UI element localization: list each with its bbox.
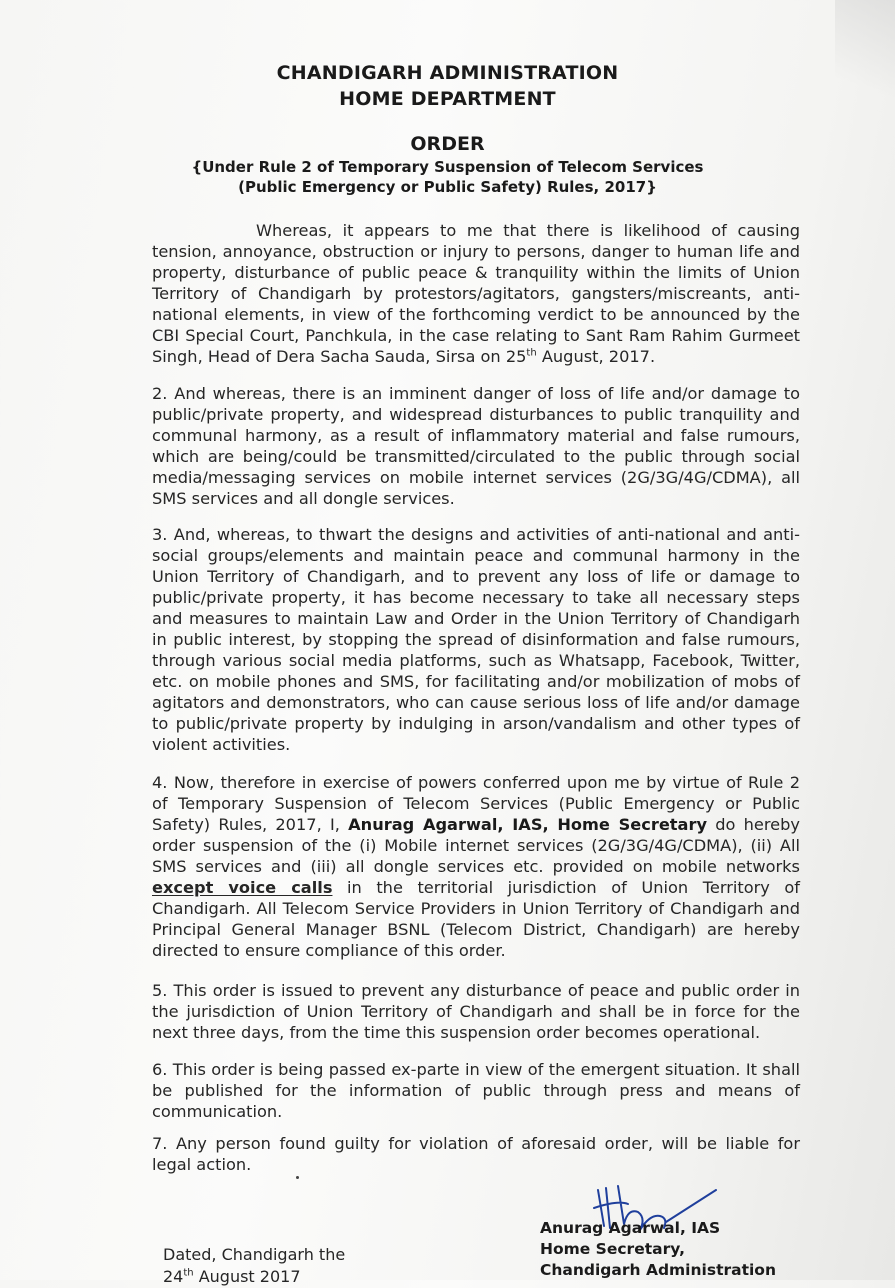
signatory-name: Anurag Agarwal, IAS — [540, 1219, 721, 1237]
order-rule-line-2: (Public Emergency or Public Safety) Rules, 2017} — [238, 178, 657, 196]
paragraph-5: 5. This order is issued to prevent any disturbance of peace and public order in the jurisdiction of Union Territory of Chandigarh and shall be in force for the next three days, from the time this suspension order becomes operational. — [152, 981, 800, 1042]
paragraph-7: 7. Any person found guilty for violation of aforesaid order, will be liable for legal action. — [152, 1134, 800, 1174]
order-rule-line-1: {Under Rule 2 of Temporary Suspension of Telecom Services — [191, 158, 704, 176]
p4-officer-name: Anurag Agarwal, IAS, Home Secretary — [348, 815, 707, 834]
ink-dot — [296, 1176, 299, 1179]
date-block — [163, 1244, 345, 1288]
dated-place: Dated, Chandigarh the — [163, 1245, 346, 1264]
department-heading: CHANDIGARH ADMINISTRATION — [276, 62, 619, 84]
intro-text: Whereas, it appears to me that there is likelihood of causing tension, annoyance, obstruction or injury to persons, danger to human life and property, disturbance of public peace & tranquility within the limits of Union Territory of Chandigarh by protestors/agitators, gangsters/miscreants, anti-national elements, in view of the forthcoming verdict to be announced by the CBI Special Court, Panchkula, in the case relating to Sant Ram Rahim Gurmeet Singh, Head of Dera Sacha Sauda, Sirsa on 25 — [152, 221, 800, 366]
paragraph-2: 2. And whereas, there is an imminent danger of loss of life and/or damage to public/private property, and widespread disturbances to public tranquility and communal harmony, as a result of inflammatory material and false rumours, which are being/could be transmitted/circulated to the public through social media/messaging services on mobile internet services (2G/3G/4G/CDMA), all SMS services and all dongle services. — [152, 384, 800, 508]
dated-day: 24 — [163, 1267, 184, 1286]
intro-superscript: th — [526, 347, 537, 359]
paragraph-3: 3. And, whereas, to thwart the designs and activities of anti-national and anti-social groups/elements and maintain peace and communal harmony in the Union Territory of Chandigarh, and to prevent any loss of life or damage to public/private property, it has become necessary to take all necessary steps and measures to maintain Law and Order in the Union Territory of Chandigarh in public interest, by stopping the spread of disinformation and false rumours, through various social media platforms, such as Whatsapp, Facebook, Twitter, etc. on mobile phones and SMS, for facilitating and/or mobilization of mobs of agitators and demonstrators, who can cause serious loss of life and/or damage to public/private property by indulging in arson/vandalism and other types of violent activities. — [152, 525, 800, 754]
signatory-block — [540, 1218, 776, 1281]
p4-text-c: in the territorial jurisdiction of Union Territory of Chandigarh. All Telecom Service Providers in Union Territory of Chandigarh and Principal General Manager BSNL (Telecom District, Chandigarh) are hereby directed to ensure compliance of this order. — [152, 878, 800, 960]
signatory-organization: Chandigarh Administration — [540, 1261, 776, 1279]
dated-date — [163, 1266, 345, 1288]
order-title: ORDER — [410, 133, 485, 155]
p4-text-a: 4. Now, therefore in exercise of powers conferred upon me by virtue of Rule 2 of Temporary Suspension of Telecom Services (Public Emergency or Public Safety) Rules, 2017, I, — [152, 773, 800, 834]
p4-text-b: do hereby order suspension of the (i) Mobile internet services (2G/3G/4G/CDMA), (ii) All SMS services and (iii) all dongle services etc. provided on mobile networks — [152, 815, 800, 876]
department-subheading: HOME DEPARTMENT — [339, 88, 556, 110]
intro-text-end: August, 2017. — [536, 347, 656, 366]
dated-day-suffix: th — [183, 1267, 194, 1279]
paragraph-intro — [152, 220, 800, 367]
dated-month-year: August 2017 — [193, 1267, 301, 1286]
p4-exception-emphasis: except voice calls — [152, 878, 333, 897]
paragraph-4 — [152, 772, 800, 961]
signatory-title: Home Secretary, — [540, 1240, 686, 1258]
paragraph-6: 6. This order is being passed ex-parte in view of the emergent situation. It shall be published for the information of public through press and means of communication. — [152, 1060, 800, 1121]
